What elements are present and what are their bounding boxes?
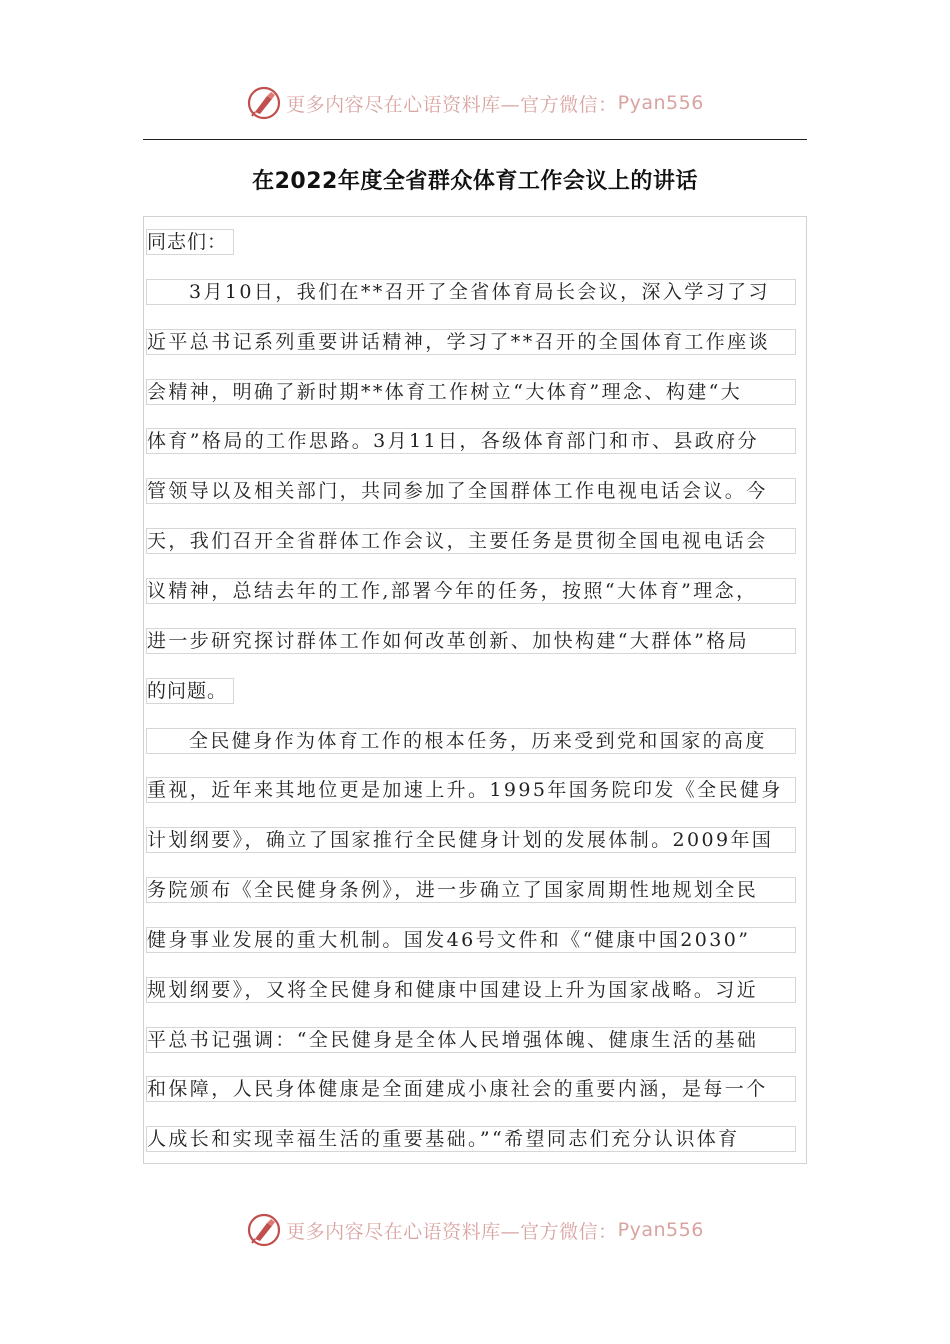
body-line: 和保障，人民身体健康是全面建成小康社会的重要内涵，是每一个 (146, 1076, 796, 1102)
body-line: 计划纲要》，确立了国家推行全民健身计划的发展体制。2009年国 (146, 827, 796, 853)
pen-nib-logo-icon (246, 1212, 282, 1248)
header-banner-wechat-id: Pyan556 (617, 92, 704, 114)
footer-banner-text: 更多内容尽在心语资料库—官方微信： (286, 1220, 618, 1243)
body-line: 天，我们召开全省群体工作会议，主要任务是贯彻全国电视电话会 (146, 528, 796, 554)
body-line: 务院颁布《全民健身条例》，进一步确立了国家周期性地规划全民 (146, 877, 796, 903)
body-line: 管领导以及相关部门，共同参加了全国群体工作电视电话会议。今 (146, 478, 796, 504)
body-line: 的问题。 (146, 678, 234, 704)
body-line: 人成长和实现幸福生活的重要基础。”“希望同志们充分认识体育 (146, 1126, 796, 1152)
body-line: 进一步研究探讨群体工作如何改革创新、加快构建“大群体”格局 (146, 628, 796, 654)
body-line: 议精神，总结去年的工作,部署今年的任务，按照“大体育”理念， (146, 578, 796, 604)
body-line: 健身事业发展的重大机制。国发46号文件和《“健康中国2030” (146, 927, 796, 953)
footer-banner-wechat-id: Pyan556 (617, 1219, 704, 1241)
body-line: 3月10日，我们在**召开了全省体育局长会议，深入学习了习 (146, 279, 796, 305)
body-line: 同志们： (146, 229, 234, 255)
body-line: 平总书记强调：“全民健身是全体人民增强体魄、健康生活的基础 (146, 1027, 796, 1053)
header-rule (143, 139, 807, 140)
body-line: 重视，近年来其地位更是加速上升。1995年国务院印发《全民健身 (146, 777, 796, 803)
body-frame (143, 216, 807, 1164)
body-line: 会精神，明确了新时期**体育工作树立“大体育”理念、构建“大 (146, 379, 796, 405)
body-line: 近平总书记系列重要讲话精神，学习了**召开的全国体育工作座谈 (146, 329, 796, 355)
pen-nib-logo-icon (246, 85, 282, 121)
header-banner (0, 83, 950, 123)
header-banner-text: 更多内容尽在心语资料库—官方微信： (286, 93, 618, 116)
body-line: 全民健身作为体育工作的根本任务，历来受到党和国家的高度 (146, 728, 796, 754)
body-line: 规划纲要》，又将全民健身和健康中国建设上升为国家战略。习近 (146, 977, 796, 1003)
footer-banner (0, 1210, 950, 1250)
document-title: 在2022年度全省群众体育工作会议上的讲话 (252, 169, 698, 194)
body-line: 体育”格局的工作思路。3月11日，各级体育部门和市、县政府分 (146, 428, 796, 454)
